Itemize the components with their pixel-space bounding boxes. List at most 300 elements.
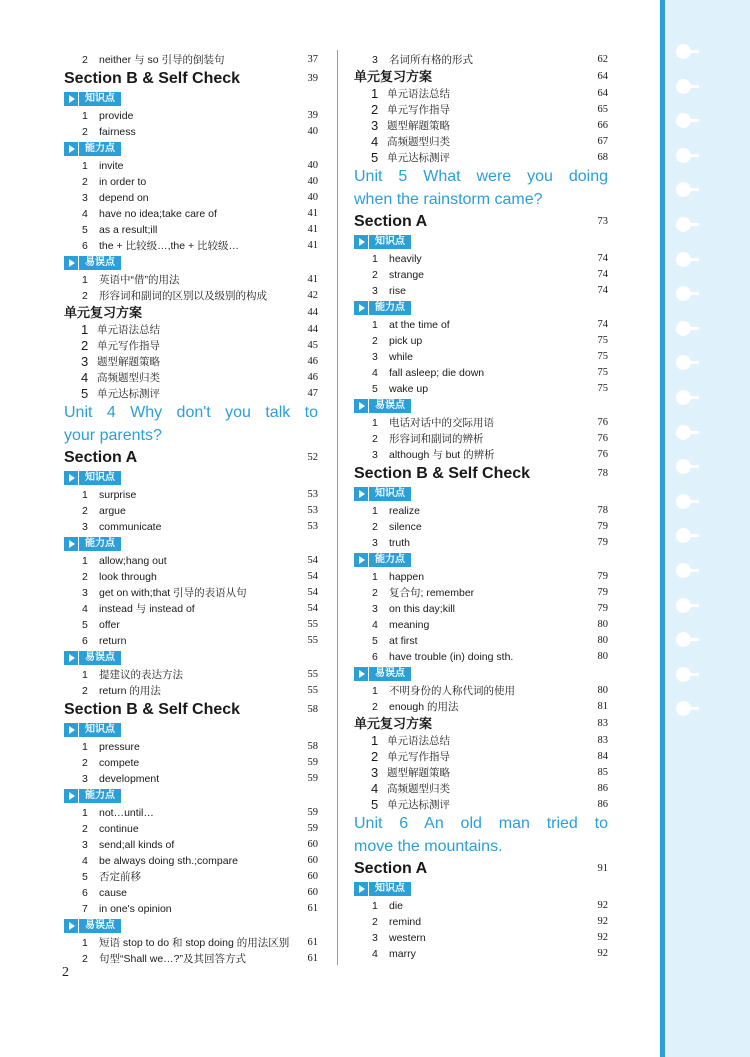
item-title: get on with;that 引导的表语从句 [99,587,247,599]
item-number: 1 [372,900,378,912]
page-number: 42 [307,290,318,301]
binding-ring-icon [676,494,700,509]
review-item[interactable] [354,118,608,134]
unit-title-line2: move the mountains. [354,837,503,855]
toc-item[interactable] [354,503,608,519]
item-number: 5 [371,797,379,812]
play-arrow-icon [64,789,78,803]
page-number: 60 [307,871,318,882]
page-number: 64 [597,71,608,82]
item-title: marry [389,948,416,960]
item-number: 2 [82,823,88,835]
item-title: wake up [389,383,429,395]
item-number: 4 [372,619,378,631]
unit-heading[interactable] [354,166,608,211]
toc-item[interactable] [354,898,608,914]
page-number: 76 [597,433,608,444]
toc-item[interactable] [354,569,608,585]
toc-item[interactable] [64,222,318,238]
category-tag [64,469,318,487]
play-arrow-icon [354,399,368,413]
unit-title-line2: your parents? [64,426,162,444]
page-number: 86 [597,799,608,810]
toc-item[interactable] [64,158,318,174]
item-title: development [99,773,160,785]
unit-heading[interactable] [64,402,318,447]
ring-tail [687,638,699,641]
item-title: return 的用法 [99,685,161,697]
play-arrow-icon [64,537,78,551]
binding-ring-icon [676,390,700,405]
review-item[interactable] [354,781,608,797]
item-number: 2 [372,587,378,599]
item-number: 5 [81,386,89,401]
item-number: 5 [82,619,88,631]
item-number: 1 [372,685,378,697]
review-item[interactable] [64,322,318,338]
item-title: truth [389,537,411,549]
toc-item[interactable] [64,206,318,222]
review-item[interactable] [354,102,608,118]
binding-ring-icon [676,44,700,59]
page-number: 76 [597,417,608,428]
page-number: 39 [307,73,318,84]
review-item[interactable] [354,150,608,166]
toc-item[interactable] [64,633,318,649]
binding-ring-icon [676,286,700,301]
section-title: Section A [354,213,428,230]
item-number: 6 [82,635,88,647]
toc-item[interactable] [64,869,318,885]
toc-item[interactable] [64,601,318,617]
toc-item[interactable] [354,914,608,930]
section-title: Section A [64,449,138,466]
item-title: compete [99,757,140,769]
section-heading[interactable] [354,211,608,233]
item-title: 单元写作指导 [387,104,450,116]
item-title: depend on [99,192,149,204]
item-number: 4 [82,603,88,615]
page-number: 55 [307,635,318,646]
toc-item[interactable] [64,739,318,755]
page-number: 86 [597,783,608,794]
item-title: 高频题型归类 [387,783,450,795]
toc-item[interactable] [64,288,318,304]
category-tag [64,917,318,935]
review-item[interactable] [64,354,318,370]
toc-item[interactable] [64,487,318,503]
item-number: 2 [372,521,378,533]
review-heading[interactable] [354,68,608,86]
tag-label: 能力点 [79,789,121,803]
item-title: send;all kinds of [99,839,175,851]
item-title: 题型解题策略 [97,356,160,368]
toc-item[interactable] [354,601,608,617]
review-item[interactable] [354,86,608,102]
item-title: remind [389,916,422,928]
toc-item[interactable] [354,333,608,349]
item-title: 单元写作指导 [97,340,160,352]
page-number: 79 [597,603,608,614]
item-title: happen [389,571,425,583]
binding-ring-icon [676,79,700,94]
item-number: 5 [372,635,378,647]
category-tag [64,721,318,739]
page-number: 46 [307,356,318,367]
toc-item[interactable] [354,585,608,601]
toc-item[interactable] [64,935,318,951]
page-number: 37 [307,54,318,65]
ring-tail [687,604,699,607]
item-number: 3 [82,521,88,533]
toc-item[interactable] [354,283,608,299]
toc-item[interactable] [354,649,608,665]
toc-item[interactable] [354,699,608,715]
category-tag [354,551,608,569]
page-number: 79 [597,521,608,532]
item-number: 3 [81,354,89,369]
item-title: realize [389,505,420,517]
ring-tail [687,707,699,710]
toc-item[interactable] [64,503,318,519]
toc-item[interactable] [354,633,608,649]
item-title: allow;hang out [99,555,167,567]
page-number: 53 [307,505,318,516]
section-title: Section B & Self Check [64,70,241,87]
item-title: heavily [389,253,422,265]
tag-label: 知识点 [79,92,121,106]
toc-item[interactable] [354,381,608,397]
item-number: 3 [82,587,88,599]
item-number: 2 [82,757,88,769]
page-number: 54 [307,555,318,566]
tag-label: 知识点 [369,882,411,896]
section-heading[interactable] [64,447,318,469]
page-number: 80 [597,619,608,630]
tag-label: 易误点 [79,256,121,270]
item-title: at the time of [389,319,450,331]
binding-ring-icon [676,528,700,543]
ring-tail [687,154,699,157]
page-number: 64 [597,88,608,99]
page-number: 67 [597,136,608,147]
page-number: 40 [307,160,318,171]
category-tag [64,787,318,805]
item-title: offer [99,619,120,631]
ring-tail [687,465,699,468]
item-title: 单元达标测评 [97,388,160,400]
page-number: 84 [597,751,608,762]
category-tag [354,233,608,251]
page-number: 92 [597,932,608,943]
page-number: 59 [307,823,318,834]
tag-label: 易误点 [79,919,121,933]
item-number: 1 [82,937,88,949]
toc-item[interactable] [64,553,318,569]
toc-item[interactable] [354,251,608,267]
item-number: 5 [372,383,378,395]
review-item[interactable] [354,749,608,765]
item-title: on this day;kill [389,603,455,615]
page-number: 46 [307,372,318,383]
item-number: 3 [372,537,378,549]
item-title: not…until… [99,807,154,819]
review-title: 单元复习方案 [354,716,433,731]
item-number: 6 [82,240,88,252]
review-heading[interactable] [354,715,608,733]
page-number: 75 [597,367,608,378]
item-title: 题型解题策略 [387,767,450,779]
page-number: 41 [307,240,318,251]
play-arrow-icon [354,667,368,681]
tag-label: 能力点 [79,537,121,551]
page-number: 78 [597,505,608,516]
page-number: 66 [597,120,608,131]
toc-item[interactable] [354,519,608,535]
toc-item[interactable] [64,853,318,869]
item-number: 3 [372,449,378,461]
item-title: 单元语法总结 [387,88,450,100]
toc-item[interactable] [64,272,318,288]
page-number: 75 [597,351,608,362]
page-number: 54 [307,603,318,614]
item-number: 2 [372,433,378,445]
toc-item[interactable] [64,238,318,254]
review-item[interactable] [354,797,608,813]
page-number: 92 [597,916,608,927]
ring-tail [687,50,699,53]
review-item[interactable] [354,733,608,749]
page-number: 2 [62,965,69,980]
item-number: 1 [82,555,88,567]
review-item[interactable] [64,338,318,354]
item-number: 1 [82,274,88,286]
review-title: 单元复习方案 [64,305,143,320]
page-number: 61 [307,903,318,914]
category-tag [64,649,318,667]
item-number: 3 [371,765,379,780]
tag-label: 易误点 [79,651,121,665]
binding-ring-icon [676,217,700,232]
item-number: 1 [371,733,379,748]
item-title: communicate [99,521,162,533]
toc-item[interactable] [64,805,318,821]
binding-ring-icon [676,701,700,716]
tag-label: 易误点 [369,399,411,413]
tag-label: 知识点 [79,723,121,737]
item-title: continue [99,823,139,835]
toc-item[interactable] [64,569,318,585]
review-title: 单元复习方案 [354,69,433,84]
toc-item[interactable] [354,365,608,381]
item-title: silence [389,521,422,533]
item-number: 4 [372,367,378,379]
review-item[interactable] [64,386,318,402]
toc-item[interactable] [64,174,318,190]
item-number: 1 [372,571,378,583]
item-title: rise [389,285,406,297]
toc-item[interactable] [354,317,608,333]
toc-item[interactable] [354,267,608,283]
item-number: 1 [372,505,378,517]
page-number: 74 [597,319,608,330]
item-number: 2 [82,953,88,965]
ring-tail [687,119,699,122]
item-number: 2 [371,102,379,117]
page-number: 92 [597,948,608,959]
item-number: 3 [82,192,88,204]
section-heading[interactable] [354,858,608,880]
item-title: cause [99,887,128,899]
toc-item[interactable] [354,52,608,68]
review-item[interactable] [354,765,608,781]
item-title: surprise [99,489,137,501]
item-number: 3 [82,839,88,851]
binding-ring-icon [676,563,700,578]
page-number: 41 [307,208,318,219]
toc-item[interactable] [64,52,318,68]
play-arrow-icon [64,256,78,270]
binding-ring-icon [676,598,700,613]
page-number: 45 [307,340,318,351]
category-tag [354,485,608,503]
page-number: 47 [307,388,318,399]
toc-item[interactable] [354,431,608,447]
item-title: 形容词和副词的辨析 [389,433,484,445]
ring-tail [687,534,699,537]
category-tag [354,665,608,683]
binding-ring-icon [676,113,700,128]
item-title: 不明身份的人称代词的使用 [389,685,515,697]
page-number: 53 [307,489,318,500]
item-number: 4 [372,948,378,960]
page-number: 41 [307,224,318,235]
section-heading[interactable] [64,699,318,721]
toc-item[interactable] [64,190,318,206]
toc-item[interactable] [354,930,608,946]
toc-item[interactable] [64,683,318,699]
item-title: while [389,351,413,363]
ring-tail [687,673,699,676]
binding-ring-icon [676,148,700,163]
item-title: 否定前移 [99,871,141,883]
item-number: 2 [372,701,378,713]
toc-item[interactable] [354,415,608,431]
item-title: in order to [99,176,147,188]
toc-item[interactable] [64,837,318,853]
review-item[interactable] [354,134,608,150]
review-item[interactable] [64,370,318,386]
toc-item[interactable] [354,535,608,551]
toc-item[interactable] [354,617,608,633]
category-tag [64,535,318,553]
item-number: 4 [82,855,88,867]
item-title: pressure [99,741,140,753]
item-title: look through [99,571,157,583]
toc-item[interactable] [64,951,318,967]
item-number: 4 [371,781,379,796]
toc-item[interactable] [64,585,318,601]
page-number: 79 [597,587,608,598]
toc-item[interactable] [354,946,608,962]
ring-tail [687,188,699,191]
toc-item[interactable] [354,349,608,365]
item-number: 2 [372,335,378,347]
binding-ring-icon [676,252,700,267]
toc-item[interactable] [64,901,318,917]
unit-title-line1: Unit 5 What were you doing [354,168,608,185]
review-heading[interactable] [64,304,318,322]
toc-left-column [64,52,318,967]
item-title: have trouble (in) doing sth. [389,651,514,663]
toc-item[interactable] [64,617,318,633]
item-number: 4 [371,134,379,149]
binding-ring-icon [676,182,700,197]
toc-item[interactable] [64,771,318,787]
binding-ring-icon [676,667,700,682]
ring-tail [687,292,699,295]
unit-heading[interactable] [354,813,608,858]
item-title: 复合句; remember [389,587,475,599]
page-number: 52 [307,452,318,463]
page-number: 58 [307,741,318,752]
page-number: 55 [307,685,318,696]
item-title: strange [389,269,425,281]
play-arrow-icon [64,92,78,106]
item-title: have no idea;take care of [99,208,217,220]
toc-item[interactable] [64,124,318,140]
toc-item[interactable] [64,667,318,683]
page-number: 80 [597,685,608,696]
page-number: 81 [597,701,608,712]
item-number: 2 [82,176,88,188]
toc-item[interactable] [64,108,318,124]
ring-tail [687,361,699,364]
page-number: 92 [597,900,608,911]
toc-item[interactable] [354,447,608,463]
item-title: neither 与 so 引导的倒装句 [99,54,225,66]
item-number: 7 [82,903,88,915]
item-title: 单元语法总结 [97,324,160,336]
page-number: 91 [597,863,608,874]
item-title: 形容词和副词的区别以及级别的构成 [99,290,267,302]
item-title: invite [99,160,124,172]
toc-item[interactable] [64,519,318,535]
binding-ring-icon [676,459,700,474]
page-number: 78 [597,468,608,479]
toc-item[interactable] [64,885,318,901]
toc-item[interactable] [64,755,318,771]
tag-label: 知识点 [369,235,411,249]
toc-item[interactable] [354,683,608,699]
section-heading[interactable] [354,463,608,485]
item-title: in one's opinion [99,903,172,915]
category-tag [64,140,318,158]
item-number: 1 [372,417,378,429]
item-title: at first [389,635,418,647]
tag-label: 知识点 [79,471,121,485]
item-title: 单元达标测评 [387,799,450,811]
section-heading[interactable] [64,68,318,90]
item-number: 1 [82,110,88,122]
page-number: 85 [597,767,608,778]
page-number: 59 [307,757,318,768]
ring-tail [687,431,699,434]
page-number: 80 [597,651,608,662]
toc-item[interactable] [64,821,318,837]
item-title: 高频题型归类 [97,372,160,384]
page-number: 54 [307,587,318,598]
